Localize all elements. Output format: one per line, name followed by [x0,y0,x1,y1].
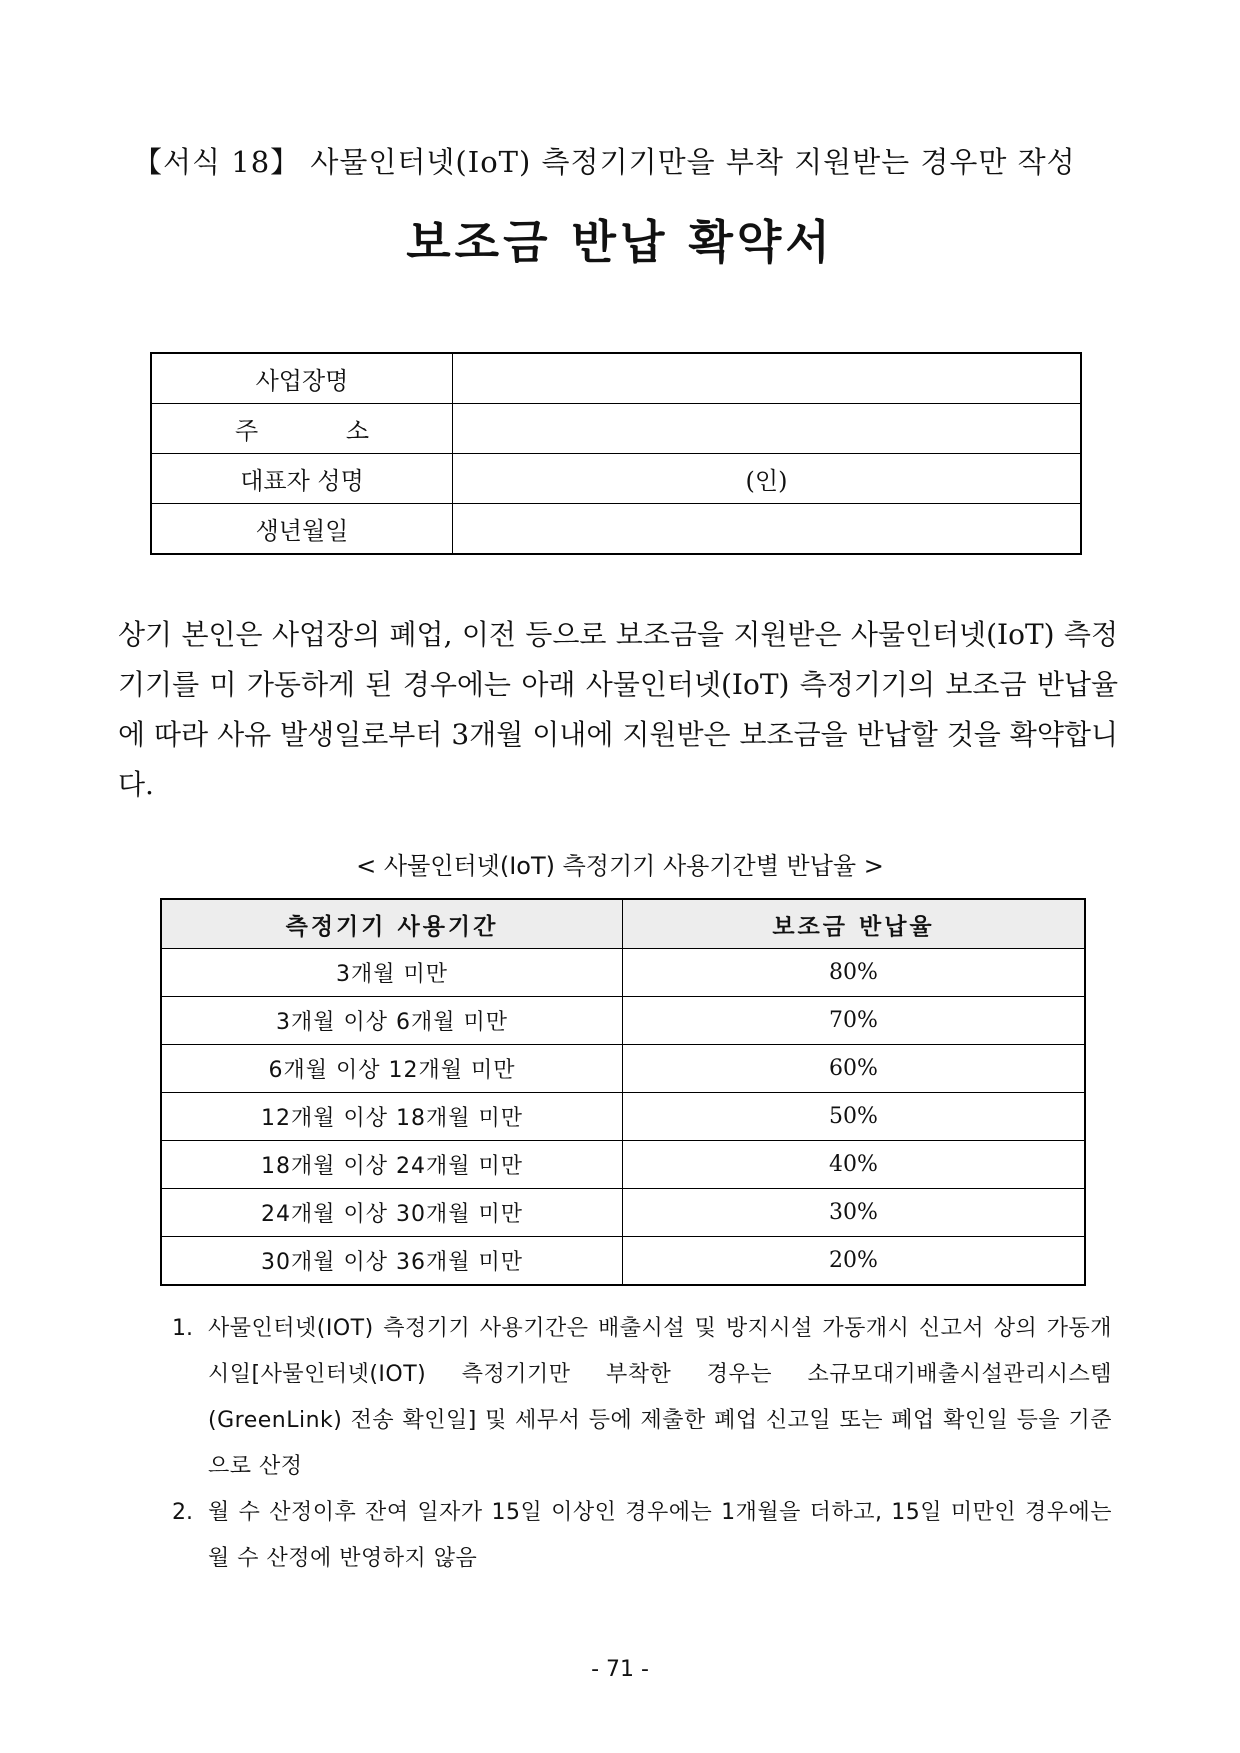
address-label: 주 소 [151,404,453,454]
table-header-row [161,899,1085,949]
table-row [161,1189,1085,1237]
list-item [172,1490,1112,1582]
usage-period-cell: 24개월 이상 30개월 미만 [161,1189,623,1237]
address-field[interactable] [453,404,1082,454]
usage-period-cell: 3개월 이상 6개월 미만 [161,997,623,1045]
table-row [161,949,1085,997]
list-item [172,1306,1112,1490]
business-name-label: 사업장명 [151,353,453,404]
representative-name-label: 대표자 성명 [151,454,453,504]
table-row [151,404,1081,454]
table-row [151,454,1081,504]
pledge-paragraph: 상기 본인은 사업장의 폐업, 이전 등으로 보조금을 지원받은 사물인터넷(IoT) 측정기기를 미 가동하게 된 경우에는 아래 사물인터넷(IoT) 측정기기의 보조금 반납율에 따라 사유 발생일로부터 3개월 이내에 지원받은 보조금을 반납할 것을 확약합니다. [118,618,1118,801]
usage-period-cell: 3개월 미만 [161,949,623,997]
birthdate-field[interactable] [453,504,1082,555]
notes-list [172,1306,1112,1582]
refund-rate-table [160,898,1086,1286]
refund-rate-header: 보조금 반납율 [623,899,1086,949]
table-row [161,997,1085,1045]
document-title: 보조금 반납 확약서 [406,215,834,269]
applicant-info-table [150,352,1082,555]
refund-rate-cell: 60% [623,1045,1086,1093]
note-number: 2. [172,1500,193,1525]
refund-rate-cell: 80% [623,949,1086,997]
refund-rate-cell: 20% [623,1237,1086,1286]
refund-rate-cell: 50% [623,1093,1086,1141]
birthdate-label: 생년월일 [151,504,453,555]
page-number: - 71 - [591,1657,649,1682]
refund-rate-cell: 40% [623,1141,1086,1189]
rate-table-caption: < 사물인터넷(IoT) 측정기기 사용기간별 반납율 > [356,852,884,880]
table-row [161,1045,1085,1093]
note-text: 사물인터넷(IOT) 측정기기 사용기간은 배출시설 및 방지시설 가동개시 신고서 상의 가동개시일[사물인터넷(IOT) 측정기기만 부착한 경우는 소규모대기배출시설관리시스템(GreenLink) 전송 확인일] 및 세무서 등에 제출한 폐업 신고일 또는 폐업 확인일 등을 기준으로 산정 [208,1316,1112,1479]
table-row [161,1237,1085,1286]
note-number: 1. [172,1316,193,1341]
usage-period-cell: 18개월 이상 24개월 미만 [161,1141,623,1189]
refund-rate-cell: 70% [623,997,1086,1045]
form-label: 【서식 18】 사물인터넷(IoT) 측정기기만을 부착 지원받는 경우만 작성 [133,145,1076,179]
table-row [161,1141,1085,1189]
usage-period-header: 측정기기 사용기간 [161,899,623,949]
refund-rate-cell: 30% [623,1189,1086,1237]
usage-period-cell: 12개월 이상 18개월 미만 [161,1093,623,1141]
representative-name-field[interactable]: (인) [453,454,1082,504]
table-row [151,504,1081,555]
note-text: 월 수 산정이후 잔여 일자가 15일 이상인 경우에는 1개월을 더하고, 15일 미만인 경우에는 월 수 산정에 반영하지 않음 [208,1500,1112,1571]
business-name-field[interactable] [453,353,1082,404]
table-row [151,353,1081,404]
usage-period-cell: 30개월 이상 36개월 미만 [161,1237,623,1286]
usage-period-cell: 6개월 이상 12개월 미만 [161,1045,623,1093]
table-row [161,1093,1085,1141]
